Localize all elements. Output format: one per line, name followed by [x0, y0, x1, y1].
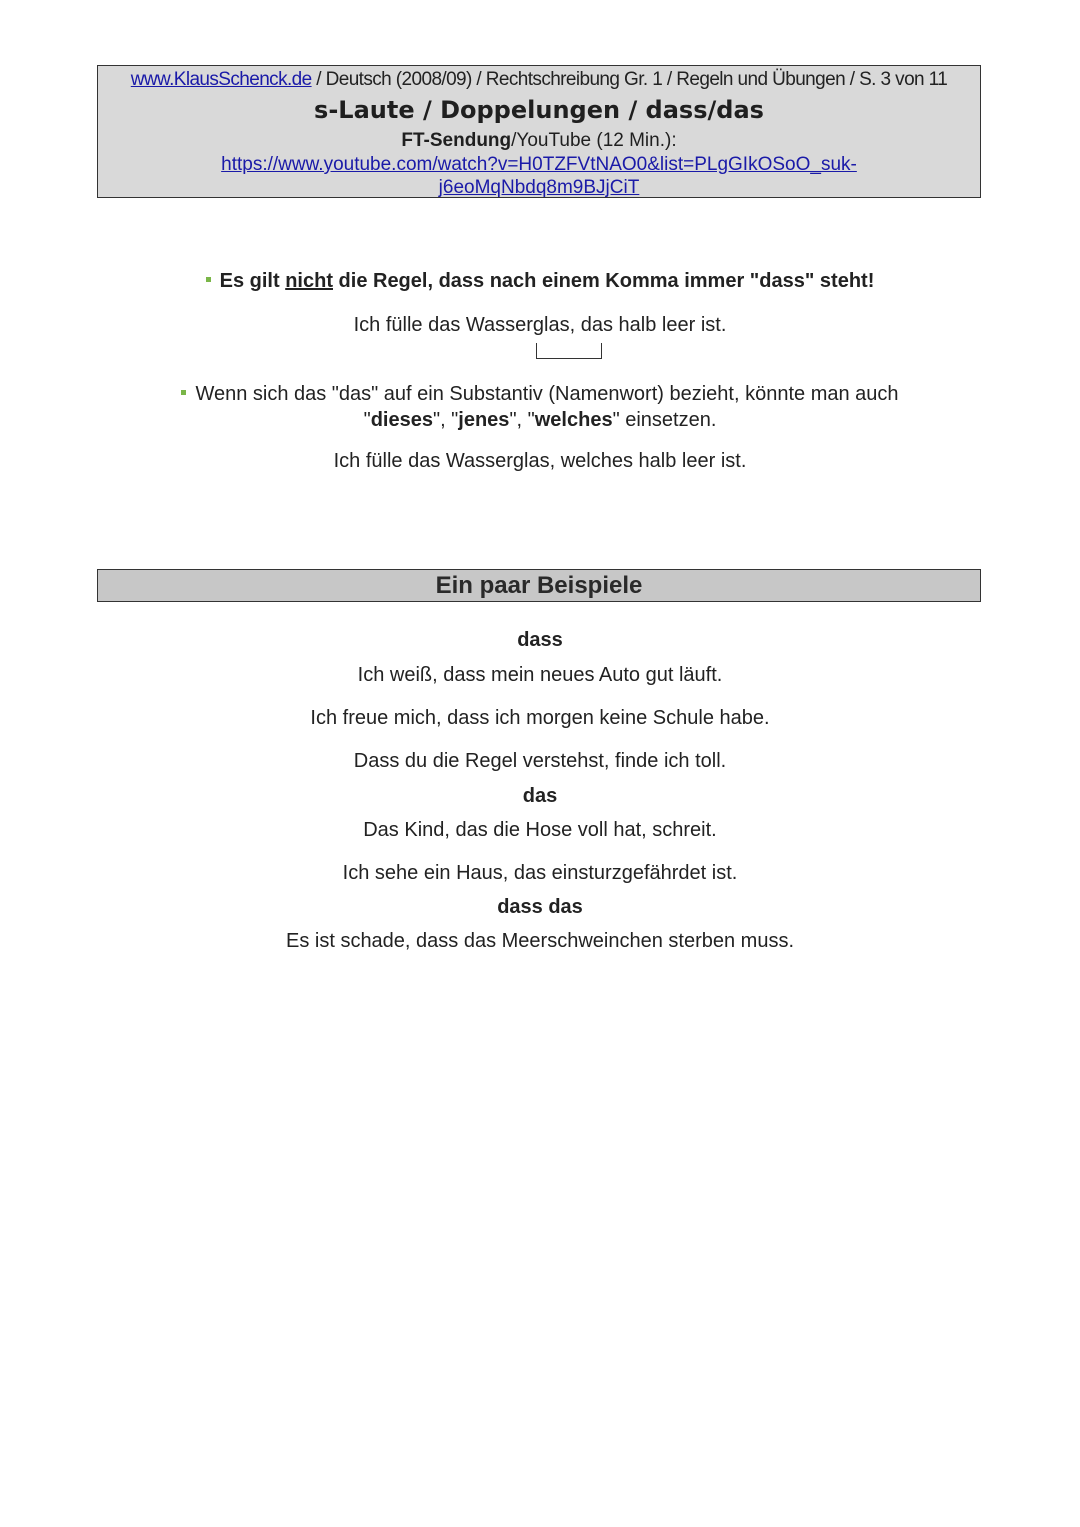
square-bullet-icon [206, 277, 211, 282]
quote: ", " [509, 409, 535, 431]
example-das-1: Das Kind, das die Hose voll hat, schreit. [363, 819, 717, 841]
rule2-text: Wenn sich das "das" auf ein Substantiv (Namenwort) bezieht, könnte man auch [195, 383, 899, 405]
label-das: das [522, 785, 558, 807]
example-dass-3: Dass du die Regel verstehst, finde ich toll. [353, 750, 727, 772]
video-url-line1[interactable]: https://www.youtube.com/watch?v=H0TZFVtNAO0&list=PLgGIkOSoO_suk- [221, 154, 857, 175]
example-sentence-1: Ich fülle das Wasserglas, das halb leer ist. [353, 314, 727, 336]
section-header [97, 569, 981, 602]
rule-not-after-comma [0, 270, 1080, 293]
rule-substitution [0, 381, 1080, 433]
label-dass: dass [517, 629, 563, 651]
ft-broadcast-info [98, 130, 980, 152]
word-welches: welches [534, 409, 613, 431]
example-sentence-2: Ich fülle das Wasserglas, welches halb leer ist. [333, 450, 747, 472]
label-dass-das: dass das [497, 896, 583, 918]
reference-bracket [536, 343, 602, 359]
example-das-2: Ich sehe ein Haus, das einsturzgefährdet ist. [342, 862, 738, 884]
ft-label: FT-Sendung [401, 130, 512, 151]
page-title: s-Laute / Doppelungen / dass/das [314, 96, 764, 124]
word-jenes: jenes [458, 409, 510, 431]
rule1-text-b: die Regel, dass nach einem Komma immer "dass" steht! [332, 270, 875, 292]
page-header [97, 65, 981, 198]
square-bullet-icon [181, 390, 186, 395]
rule2-ending: " einsetzen. [612, 409, 717, 431]
video-url-line2[interactable]: j6eoMqNbdq8m9BJjCiT [438, 177, 640, 198]
breadcrumb-text: / Deutsch (2008/09) / Rechtschreibung Gr. 1 / Regeln und Übungen / S. 3 von 11 [311, 69, 948, 90]
example-dass-das-1: Es ist schade, dass das Meerschweinchen sterben muss. [285, 930, 795, 952]
word-dieses: dieses [370, 409, 433, 431]
example-dass-2: Ich freue mich, dass ich morgen keine Schule habe. [310, 707, 770, 729]
rule1-emphasis: nicht [285, 270, 333, 292]
section-title: Ein paar Beispiele [435, 572, 643, 599]
header-breadcrumb [98, 69, 980, 91]
quote: " [363, 409, 371, 431]
ft-rest: /YouTube (12 Min.): [511, 130, 677, 151]
video-link[interactable] [98, 153, 980, 199]
rule1-text-a: Es gilt [219, 270, 286, 292]
quote: ", " [432, 409, 459, 431]
site-link[interactable]: www.KlausSchenck.de [130, 69, 312, 90]
example-dass-1: Ich weiß, dass mein neues Auto gut läuft. [357, 664, 723, 686]
